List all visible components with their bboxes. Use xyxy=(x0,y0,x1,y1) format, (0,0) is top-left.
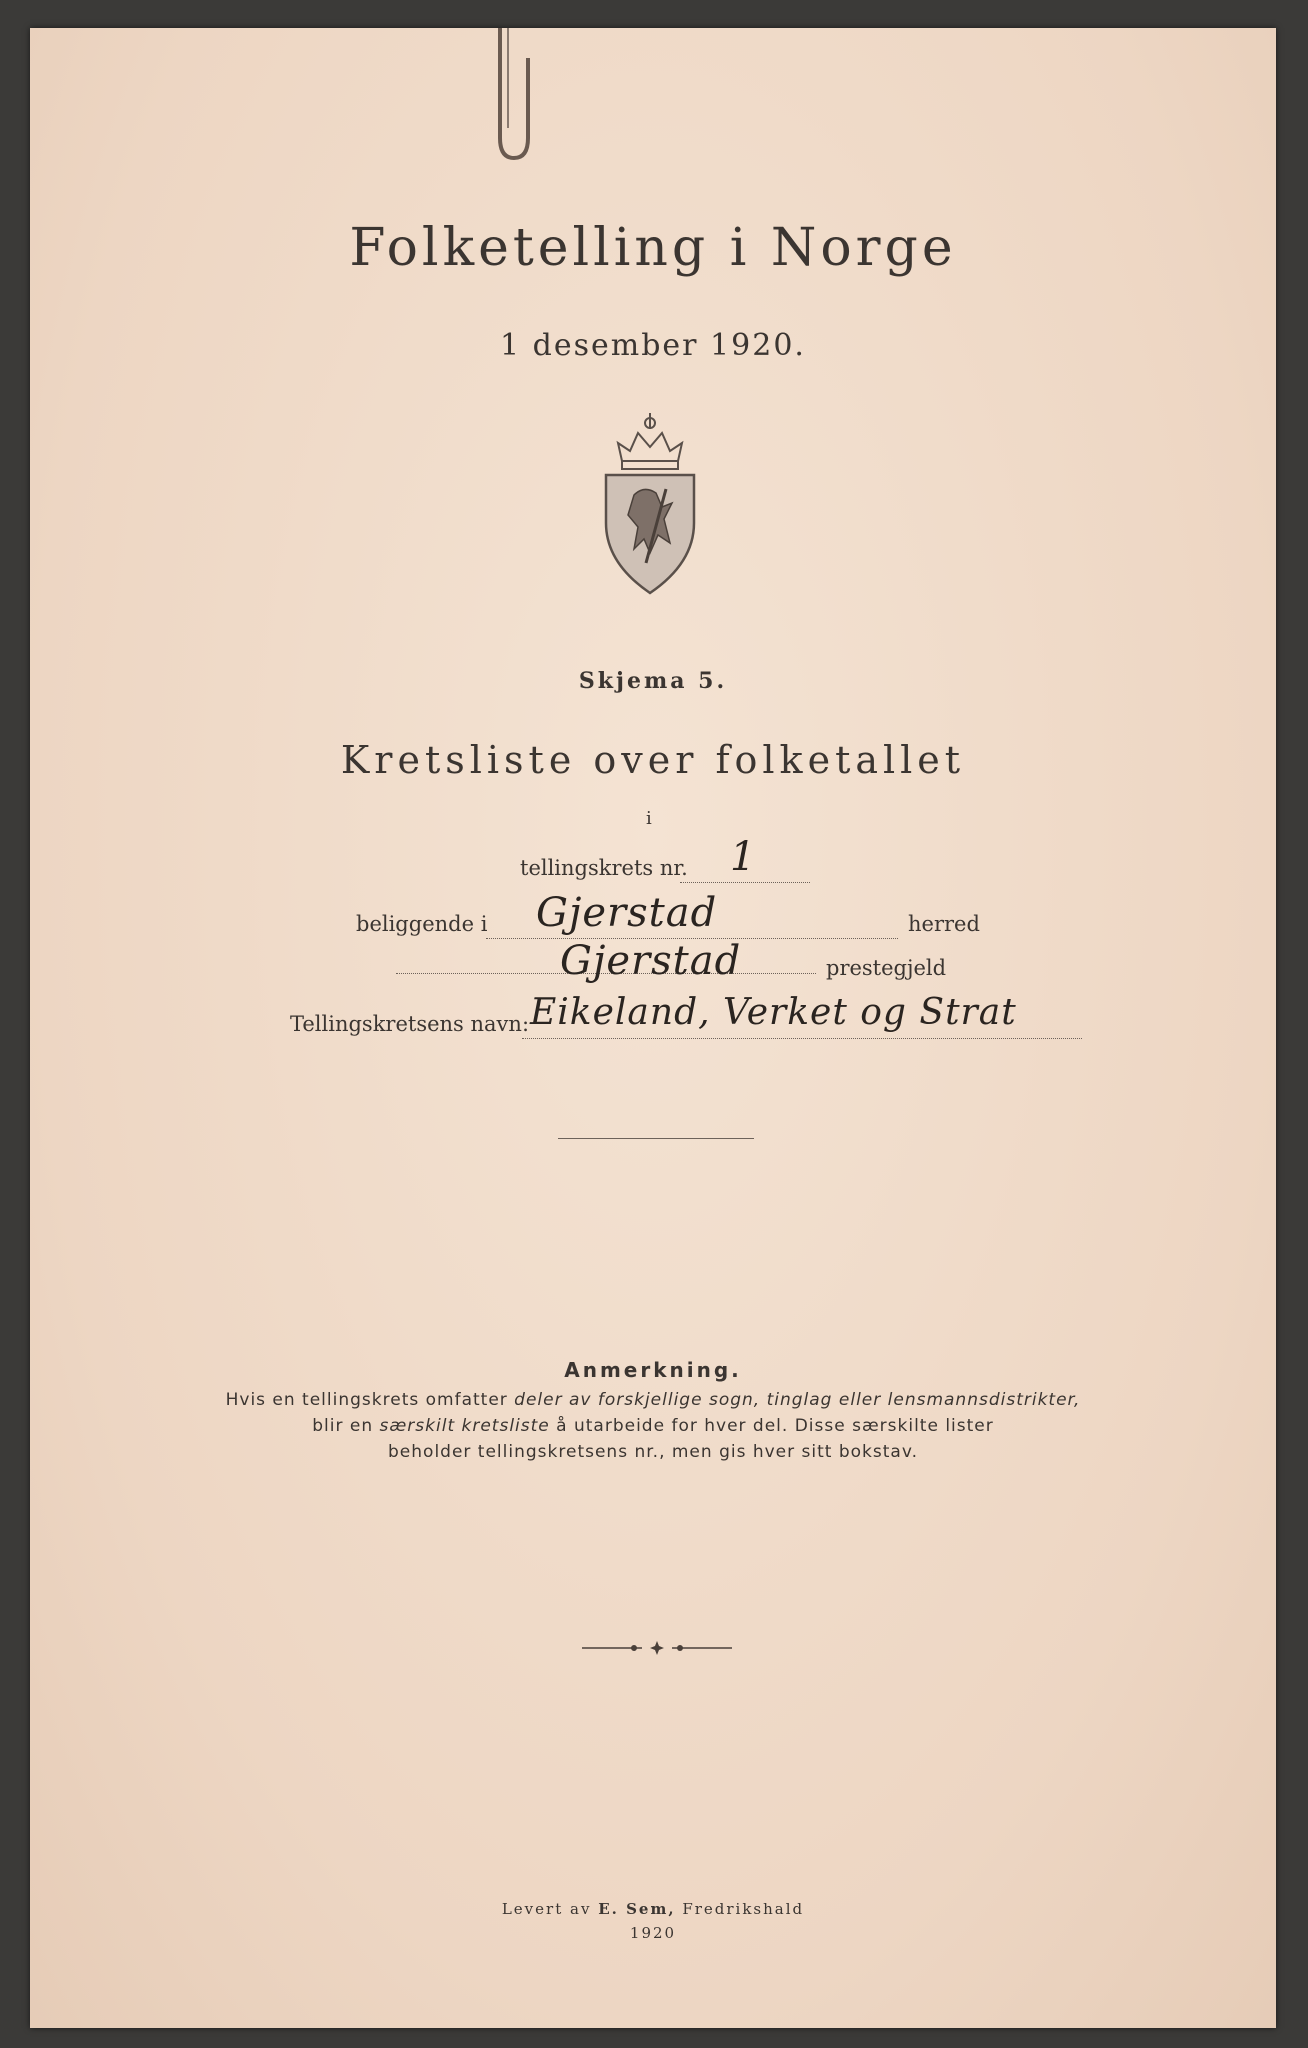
krets-navn-fill-line xyxy=(522,1038,1082,1039)
census-form-page xyxy=(30,28,1276,2028)
printer-name: E. Sem, xyxy=(598,1900,676,1918)
krets-navn-value: Eikeland, Verket og Strat xyxy=(530,992,1017,1033)
prestegjeld-label: prestegjeld xyxy=(826,956,947,980)
note-line-1-emphasis: deler av forskjellige sogn, tinglag eller lensmannsdistrikter, xyxy=(514,1390,1081,1410)
krets-navn-label: Tellingskretsens navn: xyxy=(290,1012,530,1036)
note-line-1-text: Hvis en tellingskrets omfatter xyxy=(225,1390,515,1410)
note-heading: Anmerkning. xyxy=(564,1358,742,1382)
note-line-2-text-a: blir en xyxy=(312,1416,380,1436)
schema-number: Skjema 5. xyxy=(578,668,728,694)
note-line-2-emphasis: særskilt kretsliste xyxy=(379,1416,550,1436)
printer-credit xyxy=(30,1900,1276,1918)
krets-value: 1 xyxy=(730,834,757,880)
census-date: 1 desember 1920. xyxy=(500,328,806,363)
note-line-2 xyxy=(30,1416,1276,1436)
page-title: Folketelling i Norge xyxy=(349,218,957,278)
herred-label: herred xyxy=(908,912,980,936)
printer-credit-prefix: Levert av xyxy=(501,1900,599,1918)
prestegjeld-value: Gjerstad xyxy=(560,938,742,984)
printer-city: Fredrikshald xyxy=(675,1900,805,1918)
krets-label: tellingskrets nr. xyxy=(520,856,688,880)
note-line-1 xyxy=(30,1390,1276,1410)
beliggende-label: beliggende i xyxy=(356,912,488,936)
preposition-i: i xyxy=(646,808,652,829)
beliggende-value: Gjerstad xyxy=(536,890,718,936)
paper-clip-icon xyxy=(478,28,548,168)
form-subtitle: Kretsliste over folketallet xyxy=(340,738,966,782)
krets-fill-line xyxy=(680,882,810,883)
printer-year: 1920 xyxy=(629,1924,677,1942)
ornament-divider-icon xyxy=(582,1640,732,1656)
norwegian-coat-of-arms-icon xyxy=(600,403,700,598)
divider-rule xyxy=(558,1138,754,1139)
note-line-3: beholder tellingskretsens nr., men gis hver sitt bokstav. xyxy=(388,1442,918,1462)
note-line-2-text-c: å utarbeide for hver del. Disse særskilte lister xyxy=(549,1416,994,1436)
